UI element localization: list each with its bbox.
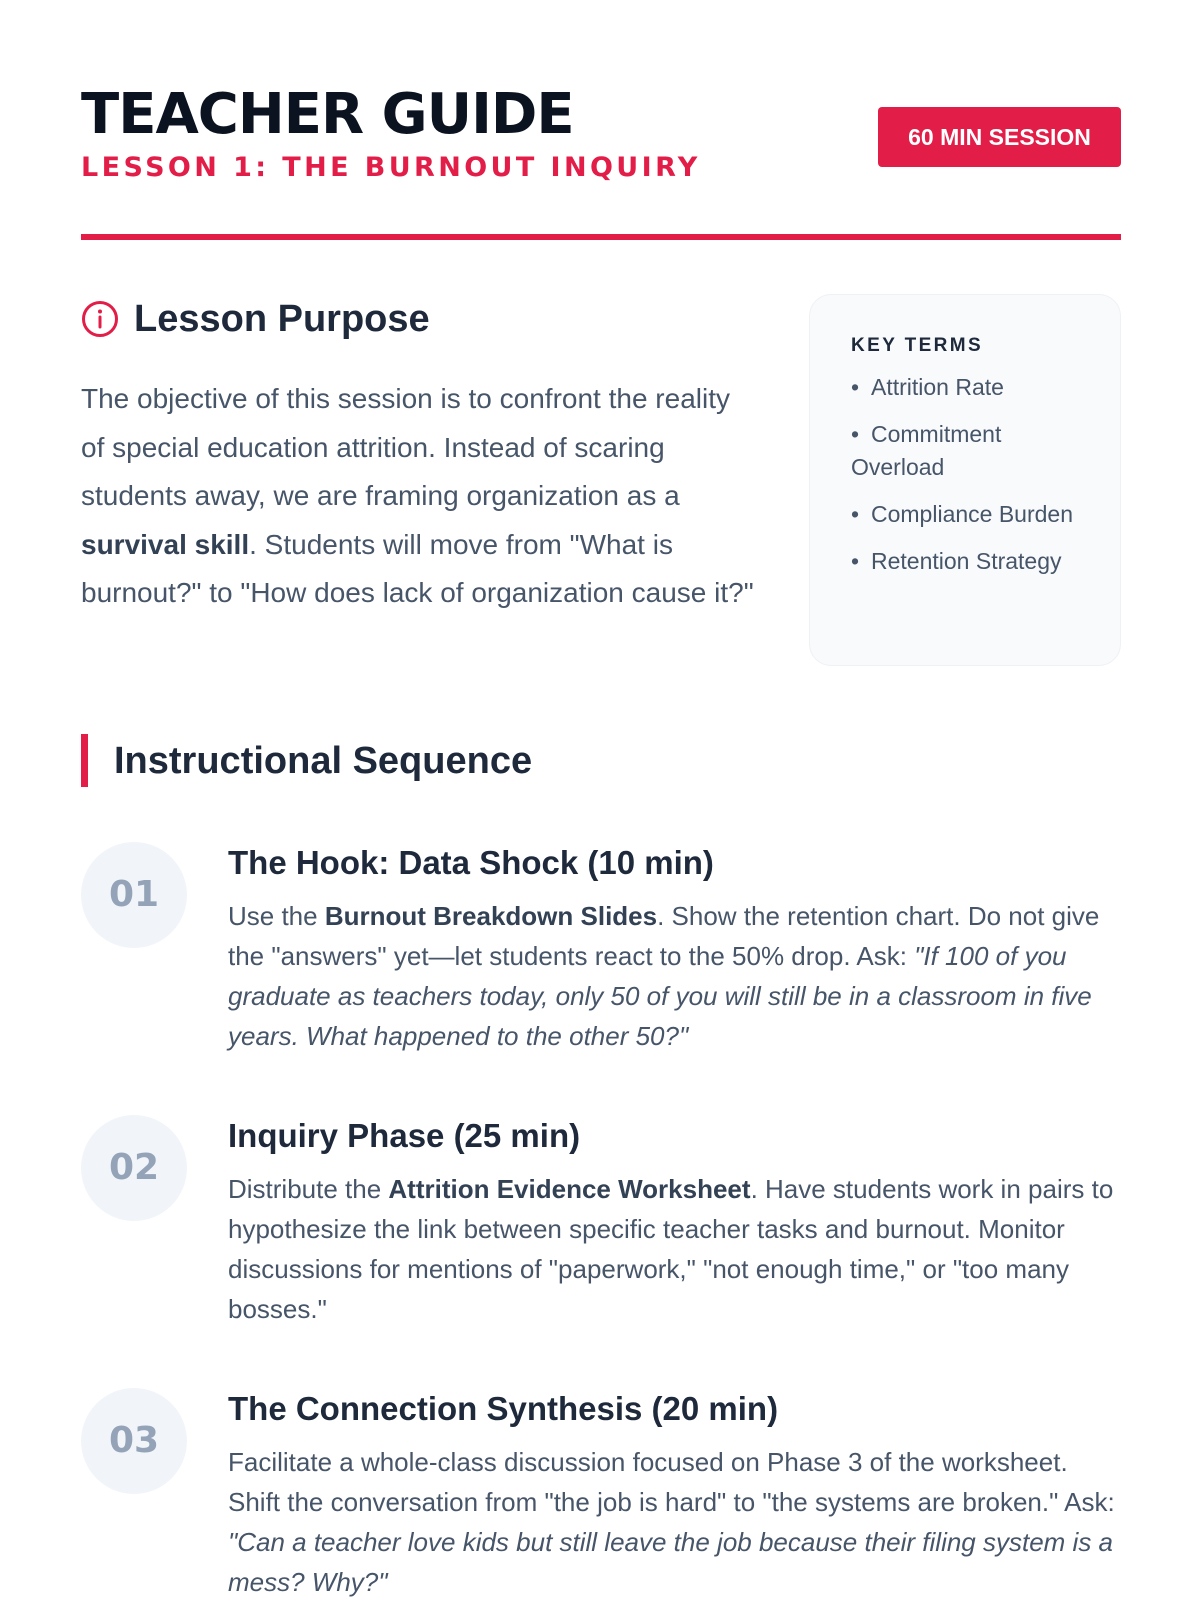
step-text: Use the — [228, 901, 325, 931]
step-text: . Have students work in pairs to hypothesize the link between specific teacher tasks and burnout. Monitor discussions for mentions of "paperwork," "not enough time," or "too many bosses." — [228, 1174, 1114, 1324]
key-term-item: • Commitment Overload — [851, 418, 1086, 484]
step-title: The Connection Synthesis (20 min) — [228, 1390, 779, 1427]
lesson-purpose-text — [81, 375, 761, 618]
step-description — [228, 1169, 1121, 1329]
step-content — [228, 1388, 1121, 1602]
step-title: Inquiry Phase (25 min) — [228, 1117, 581, 1154]
step-text: Facilitate a whole-class discussion focused on Phase 3 of the worksheet. Shift the conversation from "the job is hard" to "the systems are broken." Ask: — [228, 1447, 1115, 1517]
step-description — [228, 896, 1121, 1056]
lesson-purpose-heading — [81, 295, 761, 345]
purpose-emphasis: survival skill — [81, 528, 250, 560]
step-quote: "Can a teacher love kids but still leave the job because their filing system is a mess? Why?" — [228, 1527, 1114, 1597]
session-duration-badge: 60 MIN SESSION — [878, 107, 1121, 167]
key-terms-title: KEY TERMS — [851, 335, 984, 356]
step-text: Distribute the — [228, 1174, 389, 1204]
key-term-item: • Retention Strategy — [851, 545, 1086, 578]
key-terms-list — [851, 371, 1086, 578]
guide-title: TEACHER GUIDE — [81, 82, 574, 147]
instructional-sequence-title: Instructional Sequence — [114, 740, 533, 782]
instructional-sequence-heading — [81, 734, 1121, 788]
header-divider — [81, 234, 1121, 240]
purpose-text-part: The objective of this session is to confront the reality of special education attrition. Instead of scaring students away, we are framing organization as a — [81, 383, 730, 511]
step-description — [228, 1442, 1121, 1602]
key-term-item: • Attrition Rate — [851, 371, 1086, 404]
key-terms-panel — [809, 294, 1121, 666]
step-text: . Show the retention chart. Do not give the "answers" yet—let students react to the 50% drop. Ask: — [228, 901, 1100, 971]
step-content — [228, 1115, 1121, 1329]
step-resource: Attrition Evidence Worksheet — [388, 1174, 751, 1204]
teacher-guide-page — [81, 0, 1121, 1600]
info-icon — [81, 300, 119, 338]
lesson-subtitle: LESSON 1: THE BURNOUT INQUIRY — [81, 152, 701, 183]
step-number-badge: 01 — [81, 842, 187, 948]
step-number-badge: 03 — [81, 1388, 187, 1494]
guide-header — [81, 82, 1121, 242]
purpose-text-part: . Students will move from "What is burnout?" to "How does lack of organization cause it?" — [81, 528, 754, 608]
lesson-purpose-title: Lesson Purpose — [134, 298, 430, 340]
key-term-item: • Compliance Burden — [851, 498, 1086, 531]
step-number-badge: 02 — [81, 1115, 187, 1221]
section-accent-bar — [81, 734, 88, 787]
step-content — [228, 842, 1121, 1056]
step-resource: Burnout Breakdown Slides — [324, 901, 658, 931]
step-title: The Hook: Data Shock (10 min) — [228, 844, 714, 881]
step-quote: "If 100 of you graduate as teachers today, only 50 of you will still be in a classroom in five years. What happened to the other 50?" — [228, 941, 1092, 1051]
